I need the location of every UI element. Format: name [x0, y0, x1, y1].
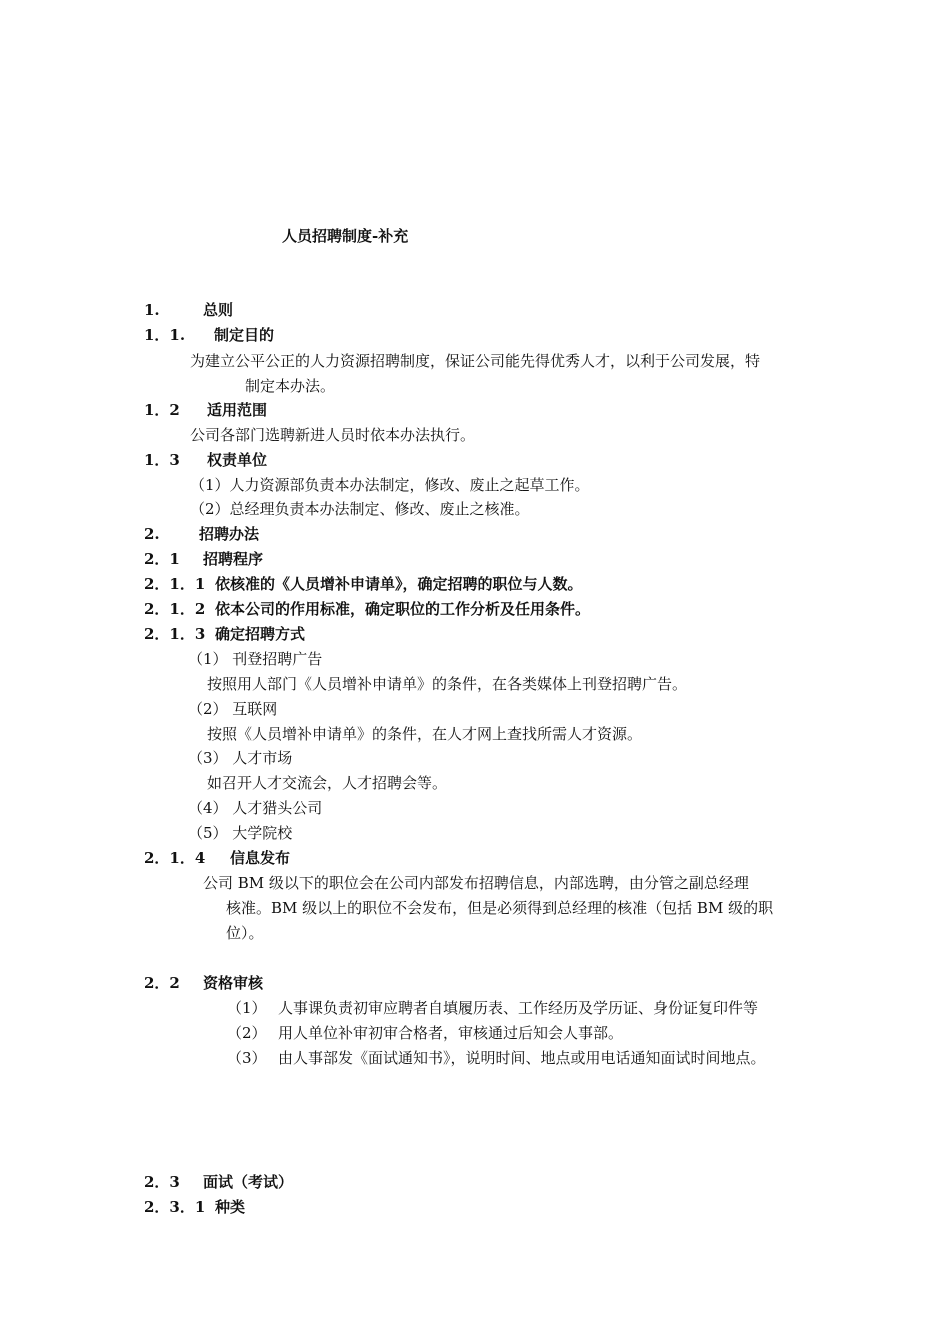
- section-1-1-paragraph-line-1: 为建立公平公正的人力资源招聘制度，保证公司能先得优秀人才，以利于公司发展，特: [190, 352, 761, 370]
- qualification-item-text: 由人事部发《面试通知书》，说明时间、地点或用电话通知面试时间地点。: [278, 1049, 766, 1067]
- qualification-item-text: 用人单位补审初审合格者，审核通过后知会人事部。: [278, 1024, 624, 1042]
- section-2-1-4-heading: 信息发布: [230, 849, 291, 867]
- section-2-1-4-paragraph-line-2: 核准。BM 级以上的职位不会发布，但是必须得到总经理的核准（包括 BM 级的职: [226, 899, 774, 917]
- section-1-1-heading: 制定目的: [214, 326, 275, 344]
- section-2-1-2-text: 依本公司的作用标准，确定职位的工作分析及任用条件。: [215, 600, 591, 618]
- qualification-item-number: （1）: [227, 999, 267, 1017]
- section-1-number: 1.: [144, 301, 160, 319]
- section-1-1-number: 1．1.: [144, 326, 186, 344]
- recruit-method-label: （5） 大学院校: [188, 824, 293, 842]
- section-1-3-heading: 权责单位: [207, 451, 268, 469]
- section-1-2-number: 1．2: [144, 401, 180, 419]
- recruit-method-description: 按照《人员增补申请单》的条件，在人才网上查找所需人才资源。: [207, 725, 643, 743]
- section-2-1-3-heading: 确定招聘方式: [215, 625, 306, 643]
- section-2-1-4-number: 2．1．4: [144, 849, 206, 867]
- section-2-2-heading: 资格审核: [203, 974, 264, 992]
- section-2-1-4-paragraph-line-1: 公司 BM 级以下的职位会在公司内部发布招聘信息，内部选聘，由分管之副总经理: [203, 874, 749, 892]
- section-2-1-2-number: 2．1．2: [144, 600, 206, 618]
- section-2-number: 2.: [144, 525, 160, 543]
- section-2-2-number: 2．2: [144, 974, 180, 992]
- section-1-2-paragraph: 公司各部门选聘新进人员时依本办法执行。: [190, 426, 476, 444]
- section-2-3-1-heading: 种类: [215, 1198, 246, 1216]
- section-2-1-1-text: 依核准的《人员增补申请单》，确定招聘的职位与人数。: [215, 575, 583, 593]
- section-1-heading: 总则: [203, 301, 234, 319]
- document-title: 人员招聘制度-补充: [282, 227, 409, 245]
- recruit-method-label: （2） 互联网: [188, 700, 278, 718]
- section-2-1-3-number: 2．1．3: [144, 625, 206, 643]
- qualification-item-text: 人事课负责初审应聘者自填履历表、工作经历及学历证、身份证复印件等: [278, 999, 759, 1017]
- section-1-3-number: 1．3: [144, 451, 180, 469]
- section-1-3-item: （1）人力资源部负责本办法制定，修改、废止之起草工作。: [190, 476, 590, 494]
- recruit-method-label: （1） 刊登招聘广告: [188, 650, 323, 668]
- section-2-1-heading: 招聘程序: [203, 550, 264, 568]
- section-2-1-1-number: 2．1．1: [144, 575, 206, 593]
- section-2-3-1-number: 2．3．1: [144, 1198, 206, 1216]
- section-1-1-paragraph-line-2: 制定本办法。: [245, 377, 336, 395]
- section-2-3-heading: 面试（考试）: [203, 1173, 294, 1191]
- qualification-item-number: （3）: [227, 1049, 267, 1067]
- recruit-method-description: 如召开人才交流会，人才招聘会等。: [207, 774, 448, 792]
- section-2-1-number: 2．1: [144, 550, 180, 568]
- section-1-2-heading: 适用范围: [207, 401, 268, 419]
- section-2-1-4-paragraph-line-3: 位）。: [226, 924, 264, 942]
- recruit-method-description: 按照用人部门《人员增补申请单》的条件，在各类媒体上刊登招聘广告。: [207, 675, 688, 693]
- recruit-method-label: （3） 人才市场: [188, 749, 293, 767]
- recruit-method-label: （4） 人才猎头公司: [188, 799, 323, 817]
- qualification-item-number: （2）: [227, 1024, 267, 1042]
- section-1-3-item: （2）总经理负责本办法制定、修改、废止之核准。: [190, 500, 530, 518]
- section-2-heading: 招聘办法: [199, 525, 260, 543]
- section-2-3-number: 2．3: [144, 1173, 180, 1191]
